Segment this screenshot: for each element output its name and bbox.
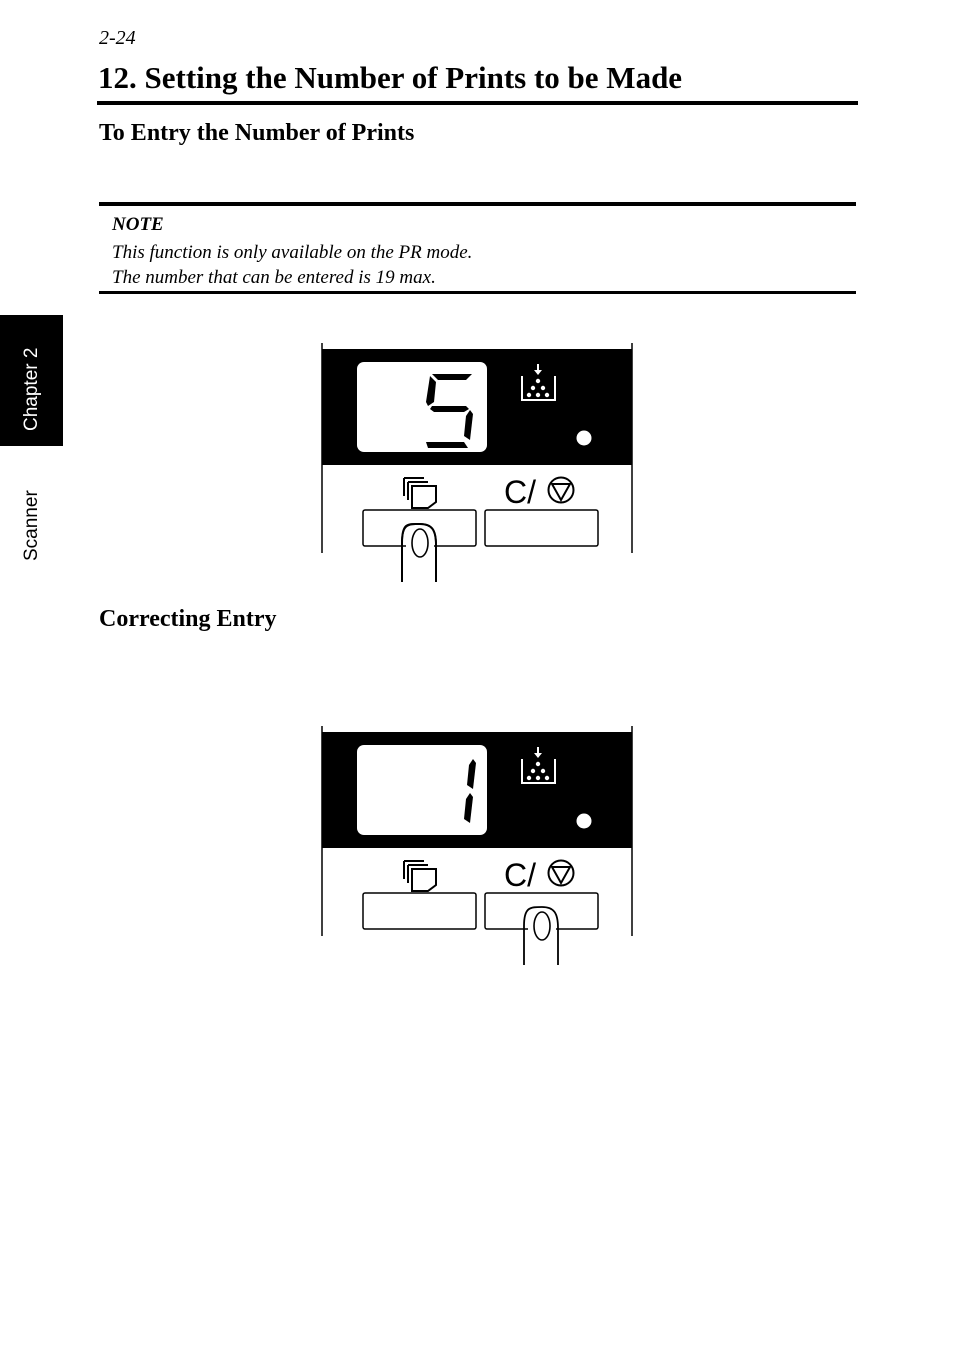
digit-segment-g xyxy=(430,406,469,412)
section-heading-correcting: Correcting Entry xyxy=(99,606,277,632)
clear-stop-icon xyxy=(504,474,574,510)
chapter-label: Chapter 2 xyxy=(21,347,42,431)
indicator-led xyxy=(577,431,592,446)
svg-text:C/: C/ xyxy=(504,857,536,893)
print-count-icon xyxy=(404,478,436,508)
page-number: 2-24 xyxy=(99,27,136,49)
note-line: This function is only available on the PR mode. xyxy=(112,242,473,263)
control-panel-figure-correcting xyxy=(320,723,636,968)
page-title: 12. Setting the Number of Prints to be Made xyxy=(98,60,683,95)
section-label: Scanner xyxy=(21,490,42,561)
note-box xyxy=(99,202,856,294)
section-heading-entry: To Entry the Number of Prints xyxy=(99,120,415,146)
control-panel-figure-entry xyxy=(320,340,636,585)
clear-stop-button[interactable] xyxy=(485,510,598,546)
print-count-icon xyxy=(404,861,436,891)
note-line: The number that can be entered is 19 max. xyxy=(112,267,436,288)
print-count-button[interactable] xyxy=(363,893,476,929)
clear-stop-icon xyxy=(504,857,574,893)
indicator-led xyxy=(577,814,592,829)
title-rule xyxy=(97,101,858,105)
digit-segment-d xyxy=(426,442,468,448)
note-label: NOTE xyxy=(112,214,164,235)
svg-text:C/: C/ xyxy=(504,474,536,510)
digit-segment-a xyxy=(432,374,472,380)
lcd-display xyxy=(357,745,487,835)
